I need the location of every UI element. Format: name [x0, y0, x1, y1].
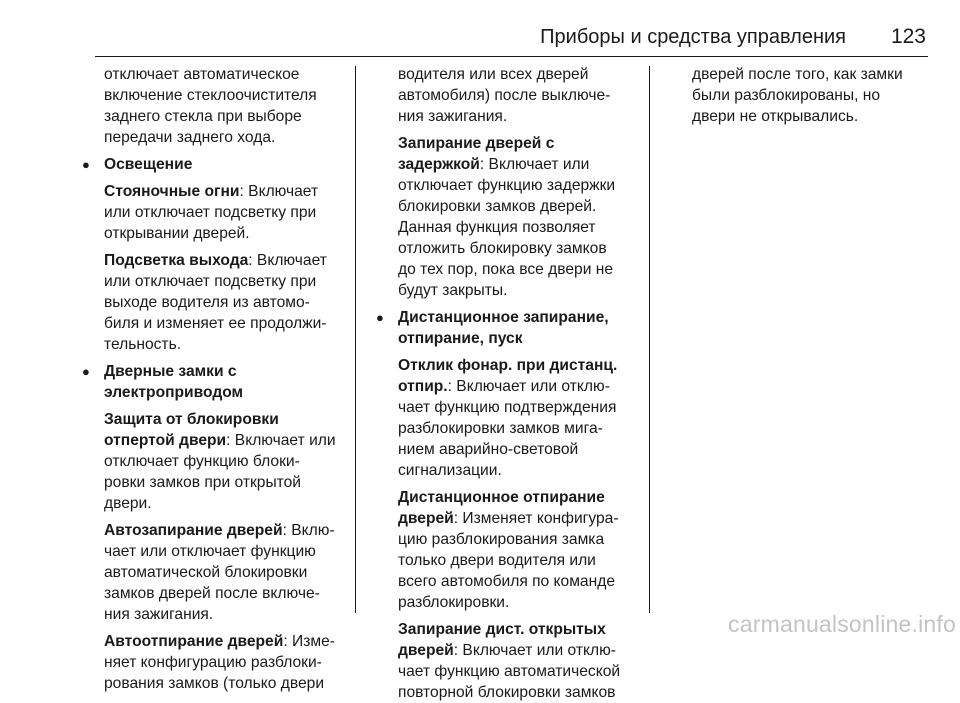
setting-term: Дистанционное отпирание: [398, 489, 605, 506]
setting-term: Защита от блокировки: [104, 411, 279, 428]
text-line: : Включает или: [479, 156, 590, 173]
text-line: : Изме-: [283, 633, 335, 650]
text-line: ровки замков при открытой: [104, 474, 302, 491]
text-line: замков дверей после включе-: [104, 585, 320, 602]
text-line: : Включает: [239, 183, 319, 200]
column-2: [376, 64, 644, 703]
text-line: тельность.: [104, 336, 182, 353]
setting-term: Запирание дист. открытых: [398, 621, 606, 638]
text-line: : Включает: [248, 252, 327, 269]
text-line: двери не открывались.: [692, 108, 859, 125]
text-line: няет конфигурацию разблоки-: [104, 654, 322, 671]
text-line: повторной блокировки замков: [398, 684, 616, 701]
text-line: ния зажигания.: [104, 606, 214, 623]
text-line: чает функцию подтверждения: [398, 399, 617, 416]
setting-term: задержкой: [398, 156, 480, 173]
text-line: или отключает подсветку при: [104, 273, 317, 290]
continued-paragraph: [104, 64, 350, 148]
text-line: Данная функция позволяет: [398, 219, 596, 236]
setting-term: Автоотпирание дверей: [104, 633, 284, 650]
continued-paragraph: [398, 64, 644, 127]
text-line: автоматической блокировки: [104, 564, 308, 581]
setting-term: Подсветка выхода: [104, 252, 249, 269]
text-line: или отключает подсветку при: [104, 204, 317, 221]
text-line: цию разблокирования замка: [398, 531, 605, 548]
text-line: дверей после того, как замки: [692, 66, 903, 83]
text-line: передачи заднего хода.: [104, 129, 276, 146]
text-line: : Включает или отклю-: [447, 378, 610, 395]
setting-term: Стояночные огни: [104, 183, 240, 200]
text-line: ния зажигания.: [398, 108, 508, 125]
text-line: сигнализации.: [398, 462, 502, 479]
text-line: нием аварийно-световой: [398, 441, 579, 458]
column-divider: [649, 66, 650, 613]
column-1: [82, 64, 350, 694]
text-line: водителя или всех дверей: [398, 66, 589, 83]
text-line: блокировки замков дверей.: [398, 198, 597, 215]
text-line: двери.: [104, 495, 152, 512]
text-line: до тех пор, пока все двери не: [398, 261, 614, 278]
setting-term: отпир.: [398, 378, 448, 395]
section-heading: Дверные замки с: [104, 363, 237, 380]
section-power-locks: [82, 361, 350, 694]
text-line: : Вклю-: [282, 522, 335, 539]
text-line: рования замков (только двери: [104, 675, 325, 692]
header-title: Приборы и средства управления: [540, 26, 846, 48]
watermark: carmanualsonline.info: [728, 611, 956, 637]
setting-term: дверей: [398, 510, 454, 527]
text-line: : Изменяет конфигура-: [453, 510, 619, 527]
text-line: заднего стекла при выборе: [104, 108, 302, 125]
section-heading: Освещение: [104, 156, 193, 173]
page-header: [95, 22, 928, 57]
text-line: : Включает или отклю-: [453, 642, 616, 659]
bullet-icon: ●: [376, 310, 384, 325]
section-heading: отпирание, пуск: [398, 330, 523, 347]
text-line: открывании дверей.: [104, 225, 250, 242]
text-line: : Включает или: [226, 432, 336, 449]
text-line: чает или отключает функцию: [104, 543, 316, 560]
text-line: отключает функцию блоки-: [104, 453, 300, 470]
text-line: биля и изменяет ее продолжи-: [104, 315, 327, 332]
page-number: 123: [890, 25, 926, 48]
text-line: автомобиля) после выключе-: [398, 87, 611, 104]
bullet-icon: ●: [82, 364, 90, 379]
column-divider: [355, 66, 356, 613]
section-remote-locking: [376, 307, 644, 703]
text-line: выходе водителя из автомо-: [104, 294, 310, 311]
text-line: отключает функцию задержки: [398, 177, 616, 194]
setting-term: дверей: [398, 642, 454, 659]
bullet-icon: ●: [82, 157, 90, 172]
text-line: разблокировки замков мига-: [398, 420, 603, 437]
text-line: будут закрыты.: [398, 282, 508, 299]
text-line: всего автомобиля по команде: [398, 573, 615, 590]
section-heading: Дистанционное запирание,: [398, 309, 609, 326]
section-heading: электроприводом: [104, 384, 244, 401]
text-line: разблокировки.: [398, 594, 510, 611]
text-line: включение стеклоочистителя: [104, 87, 317, 104]
text-line: отложить блокировку замков: [398, 240, 607, 257]
text-line: только двери водителя или: [398, 552, 596, 569]
setting-term: отпертой двери: [104, 432, 227, 449]
text-line: были разблокированы, но: [692, 87, 881, 104]
setting-term: Автозапирание дверей: [104, 522, 283, 539]
text-line: отключает автоматическое: [104, 66, 300, 83]
setting-term: Запирание дверей с: [398, 135, 555, 152]
text-line: чает функцию автоматической: [398, 663, 621, 680]
section-lighting: [82, 154, 350, 355]
column-3: [692, 64, 932, 127]
setting-term: Отклик фонар. при дистанц.: [398, 357, 618, 374]
